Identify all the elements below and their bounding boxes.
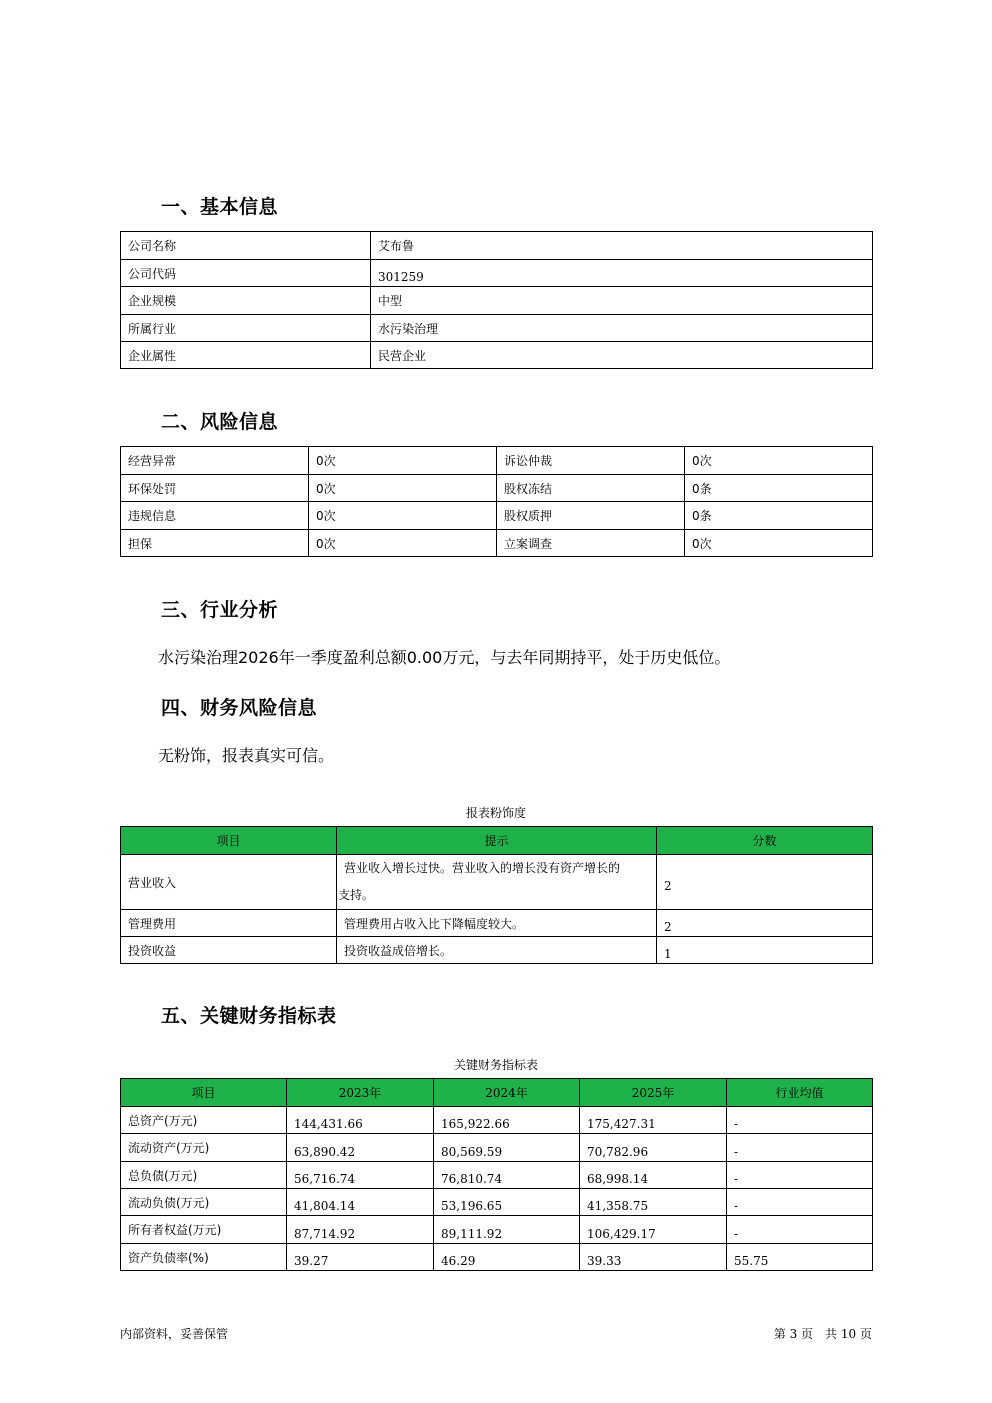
cell-value: - — [727, 1162, 873, 1189]
cell-value: 301259 — [371, 260, 873, 287]
table-row — [121, 447, 873, 475]
cell-label: 诉讼仲裁 — [497, 447, 685, 475]
cell-item: 总资产(万元) — [121, 1107, 287, 1134]
cell-value: 0次 — [309, 475, 497, 502]
cell-value: 41,804.14 — [287, 1189, 434, 1216]
cell-value: 53,196.65 — [434, 1189, 580, 1216]
column-header: 2025年 — [580, 1079, 727, 1107]
cell-value: 中型 — [371, 287, 873, 315]
basic-info-table — [120, 231, 873, 369]
table-row — [121, 232, 873, 260]
cell-label: 担保 — [121, 530, 309, 557]
cell-label: 违规信息 — [121, 502, 309, 530]
cell-value: 0次 — [685, 530, 873, 557]
cell-item: 总负债(万元) — [121, 1162, 287, 1189]
cell-label: 股权质押 — [497, 502, 685, 530]
cell-value: 水污染治理 — [371, 315, 873, 342]
industry-analysis-text: 水污染治理2026年一季度盈利总额0.00万元，与去年同期持平，处于历史低位。 — [158, 648, 731, 667]
cell-value: 0条 — [685, 502, 873, 530]
cell-item: 投资收益 — [121, 937, 337, 964]
page-label: 页 — [859, 1327, 872, 1341]
cell-value: 80,569.59 — [434, 1134, 580, 1162]
cell-tip: 管理费用占收入比下降幅度较大。 — [337, 910, 657, 937]
table-row — [121, 1134, 873, 1162]
page-label: 页 共 — [801, 1327, 838, 1341]
table-caption: 报表粉饰度 — [465, 806, 526, 820]
section-title-financial-risk: 四、财务风险信息 — [161, 697, 318, 719]
page-current: 3 — [789, 1327, 798, 1341]
cell-label: 环保处罚 — [121, 475, 309, 502]
section-title-industry-analysis: 三、行业分析 — [161, 599, 279, 621]
cell-item: 营业收入 — [121, 855, 337, 910]
cell-label: 公司名称 — [121, 232, 371, 260]
cell-label: 立案调查 — [497, 530, 685, 557]
cell-label: 经营异常 — [121, 447, 309, 475]
cell-score: 2 — [657, 855, 873, 910]
table-row — [121, 910, 873, 937]
table-row — [121, 855, 873, 910]
cell-value: 41,358.75 — [580, 1189, 727, 1216]
tip-line: 支持。 — [338, 888, 375, 902]
page-label: 第 — [773, 1327, 786, 1341]
cell-value: 63,890.42 — [287, 1134, 434, 1162]
cell-score: 1 — [657, 937, 873, 964]
cell-value: 0次 — [309, 447, 497, 475]
table-row — [121, 502, 873, 530]
cell-value: - — [727, 1189, 873, 1216]
footer-confidential-note: 内部资料，妥善保管 — [120, 1327, 229, 1341]
risk-info-table — [120, 446, 873, 557]
table-row — [121, 1107, 873, 1134]
cell-item: 流动资产(万元) — [121, 1134, 287, 1162]
table-row — [121, 260, 873, 287]
section-title-risk-info: 二、风险信息 — [161, 411, 279, 433]
cell-value: 70,782.96 — [580, 1134, 727, 1162]
table-row — [121, 1216, 873, 1244]
cell-value: 68,998.14 — [580, 1162, 727, 1189]
cell-value: 165,922.66 — [434, 1107, 580, 1134]
column-header: 项目 — [121, 1079, 287, 1107]
footer-page-number — [774, 1325, 872, 1342]
cell-tip — [337, 855, 657, 910]
cell-label: 企业规模 — [121, 287, 371, 315]
column-header: 分数 — [657, 827, 873, 855]
cell-value: 0次 — [309, 530, 497, 557]
cell-item: 管理费用 — [121, 910, 337, 937]
cell-score: 2 — [657, 910, 873, 937]
table-row — [121, 530, 873, 557]
cell-value: 76,810.74 — [434, 1162, 580, 1189]
cell-tip: 投资收益成倍增长。 — [337, 937, 657, 964]
cell-value: 55.75 — [727, 1244, 873, 1271]
table-row — [121, 937, 873, 964]
table-header-row — [121, 827, 873, 855]
cell-item: 流动负债(万元) — [121, 1189, 287, 1216]
cell-value: 民营企业 — [371, 342, 873, 369]
cell-label: 所属行业 — [121, 315, 371, 342]
table-row — [121, 315, 873, 342]
cell-value: 0次 — [309, 502, 497, 530]
cell-value: - — [727, 1107, 873, 1134]
column-header: 2023年 — [287, 1079, 434, 1107]
key-indicators-table — [120, 1078, 873, 1271]
table-row — [121, 342, 873, 369]
cell-value: 87,714.92 — [287, 1216, 434, 1244]
cell-label: 股权冻结 — [497, 475, 685, 502]
table-row — [121, 475, 873, 502]
cell-item: 所有者权益(万元) — [121, 1216, 287, 1244]
cell-value: - — [727, 1216, 873, 1244]
cell-value: 39.27 — [287, 1244, 434, 1271]
cell-value: 144,431.66 — [287, 1107, 434, 1134]
table-row — [121, 1189, 873, 1216]
table-header-row — [121, 1079, 873, 1107]
table-row — [121, 1244, 873, 1271]
column-header: 2024年 — [434, 1079, 580, 1107]
cell-value: 0次 — [685, 447, 873, 475]
tip-line: 营业收入增长过快。营业收入的增长没有资产增长的 — [344, 861, 621, 875]
cell-value: 106,429.17 — [580, 1216, 727, 1244]
page-total: 10 — [840, 1327, 857, 1341]
cell-value: 46.29 — [434, 1244, 580, 1271]
cell-label: 公司代码 — [121, 260, 371, 287]
cell-value: 艾布鲁 — [371, 232, 873, 260]
whitewash-table — [120, 826, 873, 964]
table-row — [121, 287, 873, 315]
cell-value: 175,427.31 — [580, 1107, 727, 1134]
section-title-basic-info: 一、基本信息 — [161, 196, 279, 218]
section-title-key-indicators: 五、关键财务指标表 — [161, 1005, 337, 1027]
cell-label: 企业属性 — [121, 342, 371, 369]
cell-value: 0条 — [685, 475, 873, 502]
financial-risk-text: 无粉饰，报表真实可信。 — [158, 746, 335, 765]
table-caption: 关键财务指标表 — [453, 1058, 538, 1072]
cell-value: 56,716.74 — [287, 1162, 434, 1189]
cell-item: 资产负债率(%) — [121, 1244, 287, 1271]
table-row — [121, 1162, 873, 1189]
cell-value: 89,111.92 — [434, 1216, 580, 1244]
cell-value: 39.33 — [580, 1244, 727, 1271]
column-header: 项目 — [121, 827, 337, 855]
column-header: 提示 — [337, 827, 657, 855]
column-header: 行业均值 — [727, 1079, 873, 1107]
cell-value: - — [727, 1134, 873, 1162]
